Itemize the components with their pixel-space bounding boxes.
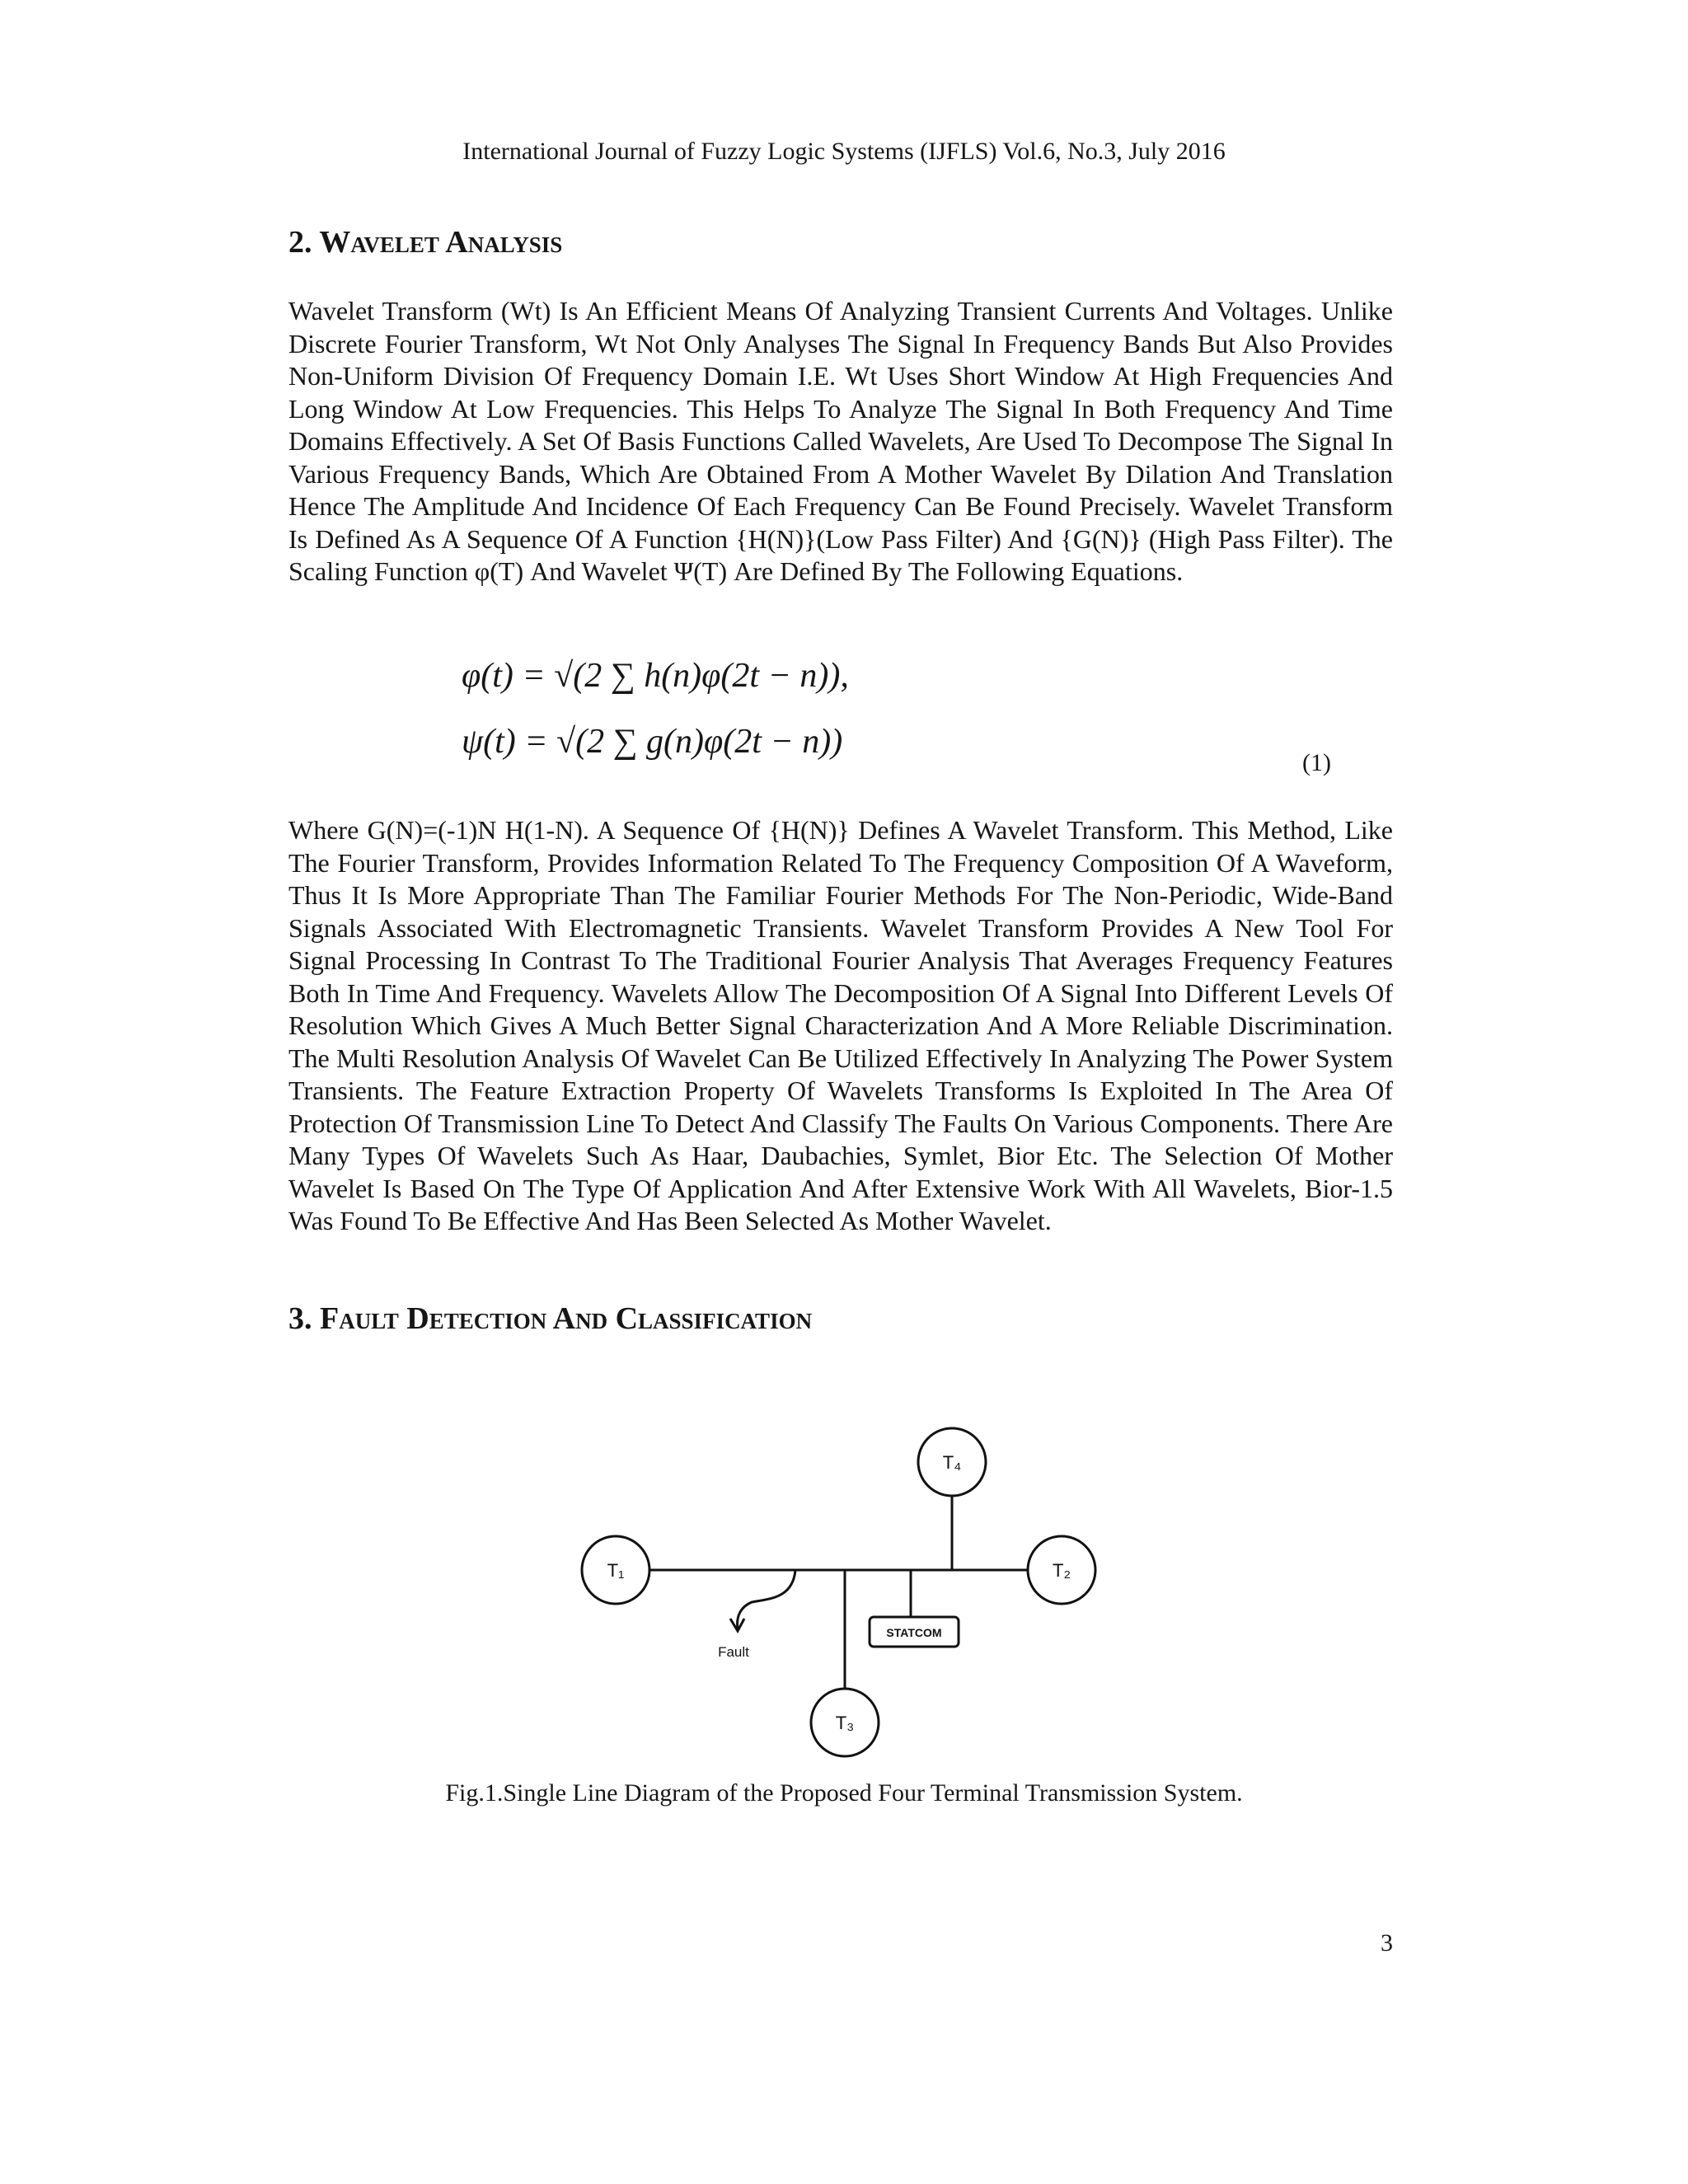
fault-arrow <box>738 1570 795 1629</box>
running-header: International Journal of Fuzzy Logic Systems (IJFLS) Vol.6, No.3, July 2016 <box>462 138 1226 165</box>
figure-caption: Fig.1.Single Line Diagram of the Proposed Four Terminal Transmission System. <box>445 1779 1243 1807</box>
equation-number: (1) <box>1302 749 1331 776</box>
statcom-label: STATCOM <box>886 1626 942 1639</box>
fault-label: Fault <box>718 1644 749 1660</box>
terminal-t1-label: T₁ <box>607 1560 625 1581</box>
section-2-title: 2. Wavelet Analysis <box>288 225 563 260</box>
paragraph-wavelet-intro: Wavelet Transform (Wt) Is An Efficient Means Of Analyzing Transient Currents And Voltages. Unlike Discrete Fourier Transform, Wt Not Only Analyses The Signal In Frequency Bands But Also Provides Non-Uniform Division Of Frequency Domain I.E. Wt Uses Short Window At High Frequencies And Long Window At Low Frequencies. This Helps To Analyze The Signal In Both Frequency And Time Domains Effectively. A Set Of Basis Functions Called Wavelets, Are Used To Decompose The Signal In Various Frequency Bands, Which Are Obtained From A Mother Wavelet By Dilation And Translation Hence The Amplitude And Incidence Of Each Frequency Can Be Found Precisely. Wavelet Transform Is Defined As A Sequence Of A Function {H(N)}(Low Pass Filter) And {G(N)} (High Pass Filter). The Scaling Function φ(T) And Wavelet Ψ(T) Are Defined By The Following Equations. <box>288 296 1393 586</box>
section-3-title: 3. Fault Detection And Classification <box>288 1301 813 1336</box>
terminal-t4-label: T₄ <box>942 1452 962 1473</box>
equation-line-wavelet: ψ(t) = √(2 ∑ g(n)φ(2t − n)) <box>462 723 843 761</box>
equation-1 <box>462 643 874 783</box>
terminal-t2-label: T₂ <box>1053 1560 1071 1581</box>
paragraph-wavelet-details: Where G(N)=(-1)N H(1-N). A Sequence Of {H(N)} Defines A Wavelet Transform. This Method, Like The Fourier Transform, Provides Information Related To The Frequency Composition Of A Waveform, Thus It Is More Appropriate Than The Familiar Fourier Methods For The Non-Periodic, Wide-Band Signals Associated With Electromagnetic Transients. Wavelet Transform Provides A New Tool For Signal Processing In Contrast To The Traditional Fourier Analysis That Averages Frequency Features Both In Time And Frequency. Wavelets Allow The Decomposition Of A Signal Into Different Levels Of Resolution Which Gives A Much Better Signal Characterization And A More Reliable Discrimination. The Multi Resolution Analysis Of Wavelet Can Be Utilized Effectively In Analyzing The Power System Transients. The Feature Extraction Property Of Wavelets Transforms Is Exploited In The Area Of Protection Of Transmission Line To Detect And Classify The Faults On Various Components. There Are Many Types Of Wavelets Such As Haar, Daubachies, Symlet, Bior Etc. The Selection Of Mother Wavelet Is Based On The Type Of Application And After Extensive Work With All Wavelets, Bior-1.5 Was Found To Be Effective And Has Been Selected As Mother Wavelet. <box>288 815 1393 1235</box>
page-number: 3 <box>1381 1929 1393 1957</box>
diagram-svg <box>577 1401 1154 1772</box>
terminal-t3-label: T₃ <box>835 1713 855 1733</box>
equation-line-scaling: φ(t) = √(2 ∑ h(n)φ(2t − n)), <box>462 657 849 695</box>
single-line-diagram <box>577 1401 1154 1772</box>
